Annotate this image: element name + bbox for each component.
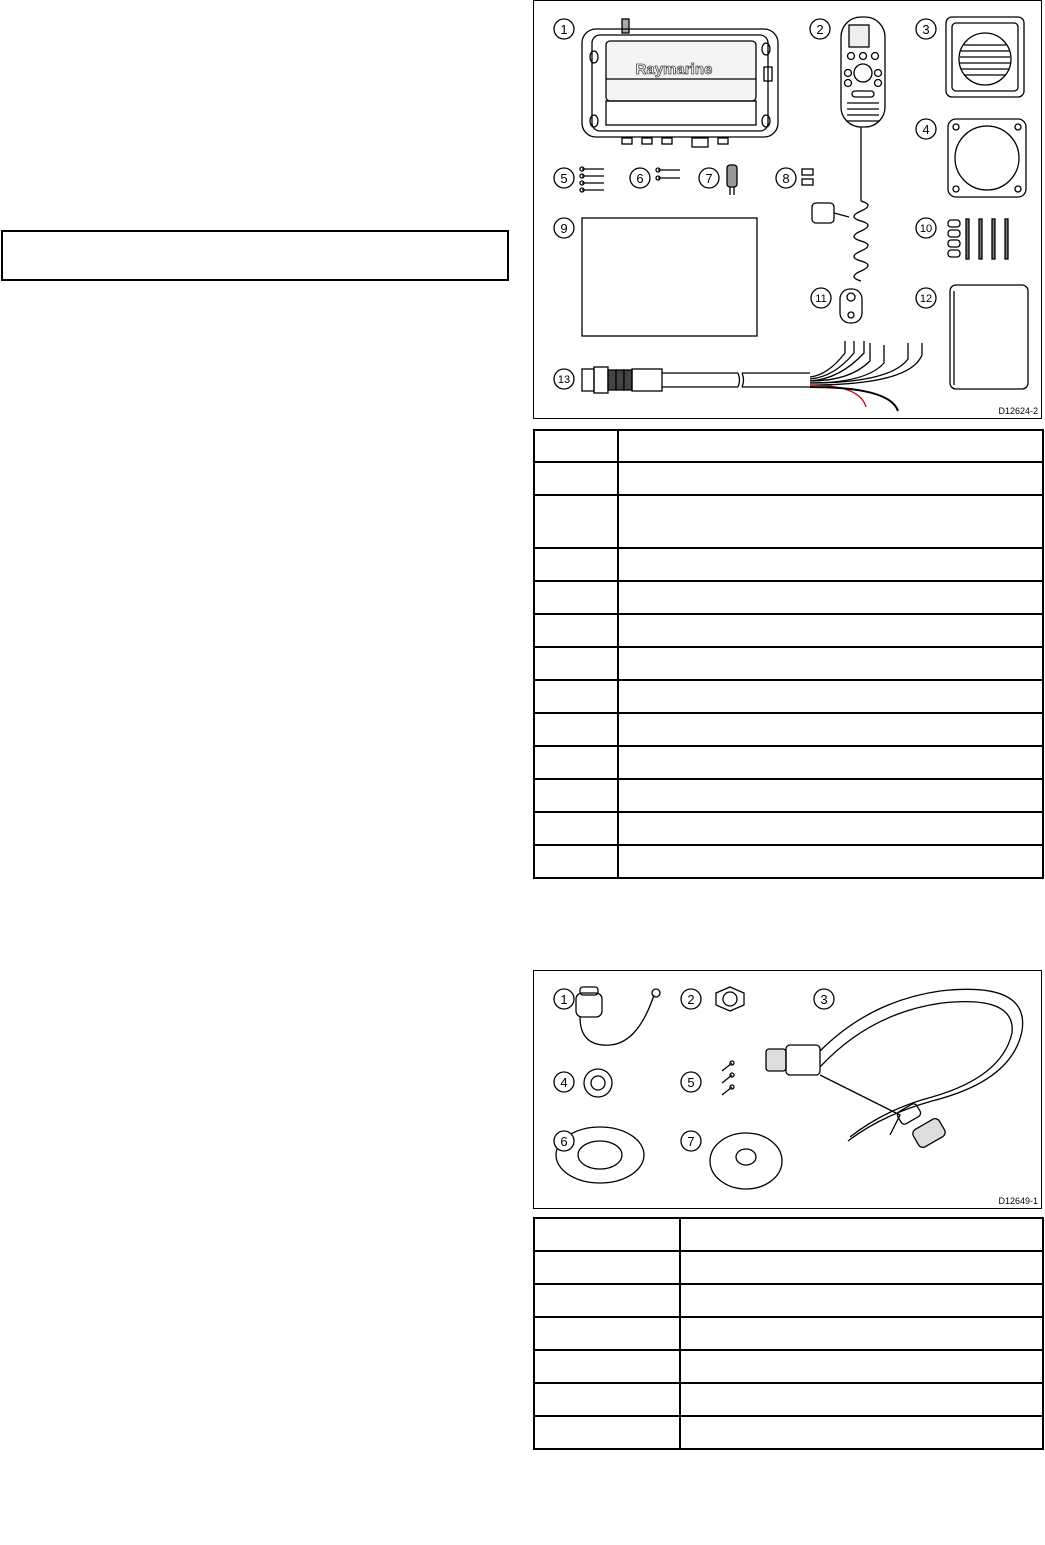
note-box (1, 230, 509, 281)
callout-4-label: 4 (922, 122, 930, 137)
item-cell (534, 1218, 680, 1251)
description-cell (618, 713, 1043, 746)
callout-2-label: 2 (816, 22, 824, 37)
table-row (534, 1317, 1043, 1350)
mounting-template-drawing (582, 218, 757, 336)
connector-drawing (727, 165, 737, 195)
item-cell (534, 746, 618, 779)
table-row (534, 548, 1043, 581)
table-row (534, 614, 1043, 647)
description-cell (680, 1251, 1043, 1284)
accessory-kit-illustration (533, 970, 1042, 1209)
description-cell (680, 1284, 1043, 1317)
accessory-kit-drawing (534, 971, 1041, 1208)
table-row (534, 845, 1043, 878)
handset-clip-drawing (840, 289, 862, 323)
table-row (534, 1416, 1043, 1449)
callout-3-label: 3 (820, 992, 828, 1007)
description-cell (618, 845, 1043, 878)
description-cell (680, 1383, 1043, 1416)
description-cell (618, 647, 1043, 680)
table-row (534, 1350, 1043, 1383)
item-cell (534, 647, 618, 680)
cable-ties-drawing (948, 219, 1008, 259)
caps-drawing (802, 169, 813, 185)
callout-5-label: 5 (560, 171, 568, 186)
item-cell (534, 845, 618, 878)
callout-6-label: 6 (560, 1134, 568, 1149)
figure-code: D12624-2 (998, 406, 1038, 416)
description-cell (618, 548, 1043, 581)
parts-table (533, 429, 1044, 879)
transceiver-unit-drawing (582, 19, 778, 147)
description-cell (618, 581, 1043, 614)
screws-drawing (580, 167, 604, 192)
callout-4-label: 4 (560, 1075, 568, 1090)
accessory-table (533, 1217, 1044, 1450)
item-cell (534, 495, 618, 548)
description-cell (680, 1416, 1043, 1449)
figure-code: D12649-1 (998, 1196, 1038, 1206)
nut-drawing (716, 987, 744, 1011)
callout-1-label: 1 (560, 992, 568, 1007)
screws-2-drawing (656, 168, 680, 180)
screws-drawing (722, 1061, 734, 1095)
mounting-plate-drawing (710, 1133, 782, 1189)
brand-label: Raymarine (635, 61, 713, 78)
table-row (534, 1251, 1043, 1284)
item-cell (534, 1251, 680, 1284)
item-cell (534, 713, 618, 746)
table-row (534, 713, 1043, 746)
table-row (534, 680, 1043, 713)
table-row (534, 779, 1043, 812)
description-cell (680, 1317, 1043, 1350)
callout-13-label: 13 (557, 374, 571, 386)
description-cell (618, 746, 1043, 779)
description-cell (618, 680, 1043, 713)
callout-8-label: 8 (782, 171, 790, 186)
callout-1-label: 1 (560, 22, 568, 37)
table-row (534, 1383, 1043, 1416)
description-cell (618, 614, 1043, 647)
description-cell (618, 430, 1043, 462)
item-cell (534, 1317, 680, 1350)
parts-supplied-drawing (534, 1, 1041, 418)
item-cell (534, 430, 618, 462)
description-cell (618, 812, 1043, 845)
item-cell (534, 581, 618, 614)
handset-drawing (812, 17, 885, 281)
extension-cable-drawing (766, 989, 1023, 1149)
description-cell (680, 1350, 1043, 1383)
dust-cap-drawing (576, 987, 660, 1045)
documentation-drawing (950, 285, 1028, 389)
item-cell (534, 614, 618, 647)
item-cell (534, 1284, 680, 1317)
item-cell (534, 548, 618, 581)
washer-drawing (584, 1069, 612, 1097)
table-row (534, 1284, 1043, 1317)
table-row (534, 581, 1043, 614)
table-row (534, 812, 1043, 845)
table-row (534, 495, 1043, 548)
table-row (534, 746, 1043, 779)
callout-5-label: 5 (687, 1075, 695, 1090)
callout-12-label: 12 (919, 293, 933, 305)
item-cell (534, 1383, 680, 1416)
item-cell (534, 1350, 680, 1383)
callout-7-label: 7 (705, 171, 713, 186)
description-cell (618, 495, 1043, 548)
table-row (534, 430, 1043, 462)
speaker-drawing (946, 17, 1024, 97)
callout-6-label: 6 (636, 171, 644, 186)
item-cell (534, 779, 618, 812)
callout-2-label: 2 (687, 992, 695, 1007)
item-cell (534, 462, 618, 495)
callout-10-label: 10 (919, 223, 933, 235)
callout-3-label: 3 (922, 22, 930, 37)
description-cell (618, 779, 1043, 812)
parts-supplied-illustration (533, 0, 1042, 419)
description-cell (680, 1218, 1043, 1251)
callout-9-label: 9 (560, 221, 568, 236)
callout-7-label: 7 (687, 1134, 695, 1149)
item-cell (534, 680, 618, 713)
table-row (534, 647, 1043, 680)
speaker-gasket-drawing (948, 119, 1026, 197)
table-row (534, 1218, 1043, 1251)
description-cell (618, 462, 1043, 495)
item-cell (534, 812, 618, 845)
power-cable-drawing (582, 341, 922, 411)
item-cell (534, 1416, 680, 1449)
callout-11-label: 11 (815, 293, 827, 305)
table-row (534, 462, 1043, 495)
